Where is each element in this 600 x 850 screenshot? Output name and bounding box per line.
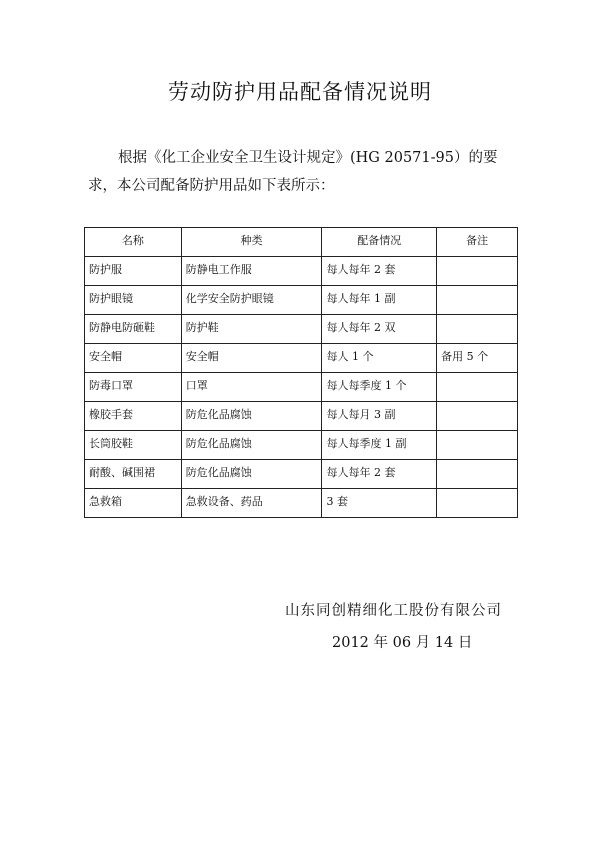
cell-remarks bbox=[437, 460, 518, 489]
cell-type: 防危化品腐蚀 bbox=[181, 460, 322, 489]
table-row bbox=[85, 344, 518, 373]
company-name: 山东同创精细化工股份有限公司 bbox=[285, 603, 502, 619]
header-remarks: 备注 bbox=[437, 228, 518, 257]
cell-type: 口罩 bbox=[181, 373, 322, 402]
cell-remarks bbox=[437, 402, 518, 431]
cell-type: 防静电工作服 bbox=[181, 257, 322, 286]
cell-allocation: 每人 1 个 bbox=[322, 344, 437, 373]
cell-name: 长筒胶鞋 bbox=[85, 431, 182, 460]
table-row bbox=[85, 286, 518, 315]
cell-name: 急救箱 bbox=[85, 489, 182, 518]
cell-allocation: 每人每年 2 套 bbox=[322, 460, 437, 489]
table-header bbox=[85, 228, 518, 257]
cell-type: 急救设备、药品 bbox=[181, 489, 322, 518]
table-row bbox=[85, 373, 518, 402]
header-allocation: 配备情况 bbox=[322, 228, 437, 257]
table-body bbox=[85, 257, 518, 518]
table-row bbox=[85, 315, 518, 344]
cell-allocation: 每人每年 2 双 bbox=[322, 315, 437, 344]
header-name: 名称 bbox=[85, 228, 182, 257]
cell-name: 防静电防砸鞋 bbox=[85, 315, 182, 344]
cell-allocation: 3 套 bbox=[322, 489, 437, 518]
cell-name: 耐酸、碱围裙 bbox=[85, 460, 182, 489]
cell-name: 防毒口罩 bbox=[85, 373, 182, 402]
intro-paragraph: 根据《化工企业安全卫生设计规定》(HG 20571-95）的要求，本公司配备防护用品如下表所示： bbox=[88, 150, 498, 194]
table-row bbox=[85, 431, 518, 460]
cell-remarks bbox=[437, 257, 518, 286]
cell-remarks bbox=[437, 315, 518, 344]
cell-type: 防危化品腐蚀 bbox=[181, 431, 322, 460]
cell-type: 化学安全防护眼镜 bbox=[181, 286, 322, 315]
cell-allocation: 每人每季度 1 个 bbox=[322, 373, 437, 402]
cell-allocation: 每人每季度 1 副 bbox=[322, 431, 437, 460]
cell-remarks bbox=[437, 286, 518, 315]
cell-remarks: 备用 5 个 bbox=[437, 344, 518, 373]
cell-name: 安全帽 bbox=[85, 344, 182, 373]
table-row bbox=[85, 489, 518, 518]
document-title: 劳动防护用品配备情况说明 bbox=[168, 80, 432, 104]
cell-name: 橡胶手套 bbox=[85, 402, 182, 431]
table-row bbox=[85, 402, 518, 431]
cell-name: 防护眼镜 bbox=[85, 286, 182, 315]
cell-remarks bbox=[437, 431, 518, 460]
header-type: 种类 bbox=[181, 228, 322, 257]
cell-name: 防护服 bbox=[85, 257, 182, 286]
cell-allocation: 每人每月 3 副 bbox=[322, 402, 437, 431]
document-date: 2012 年 06 月 14 日 bbox=[332, 635, 473, 651]
cell-type: 防危化品腐蚀 bbox=[181, 402, 322, 431]
header-row bbox=[85, 228, 518, 257]
cell-allocation: 每人每年 1 副 bbox=[322, 286, 437, 315]
cell-type: 防护鞋 bbox=[181, 315, 322, 344]
table-row bbox=[85, 460, 518, 489]
cell-type: 安全帽 bbox=[181, 344, 322, 373]
cell-remarks bbox=[437, 373, 518, 402]
ppe-table bbox=[84, 227, 518, 518]
cell-remarks bbox=[437, 489, 518, 518]
cell-allocation: 每人每年 2 套 bbox=[322, 257, 437, 286]
table-row bbox=[85, 257, 518, 286]
